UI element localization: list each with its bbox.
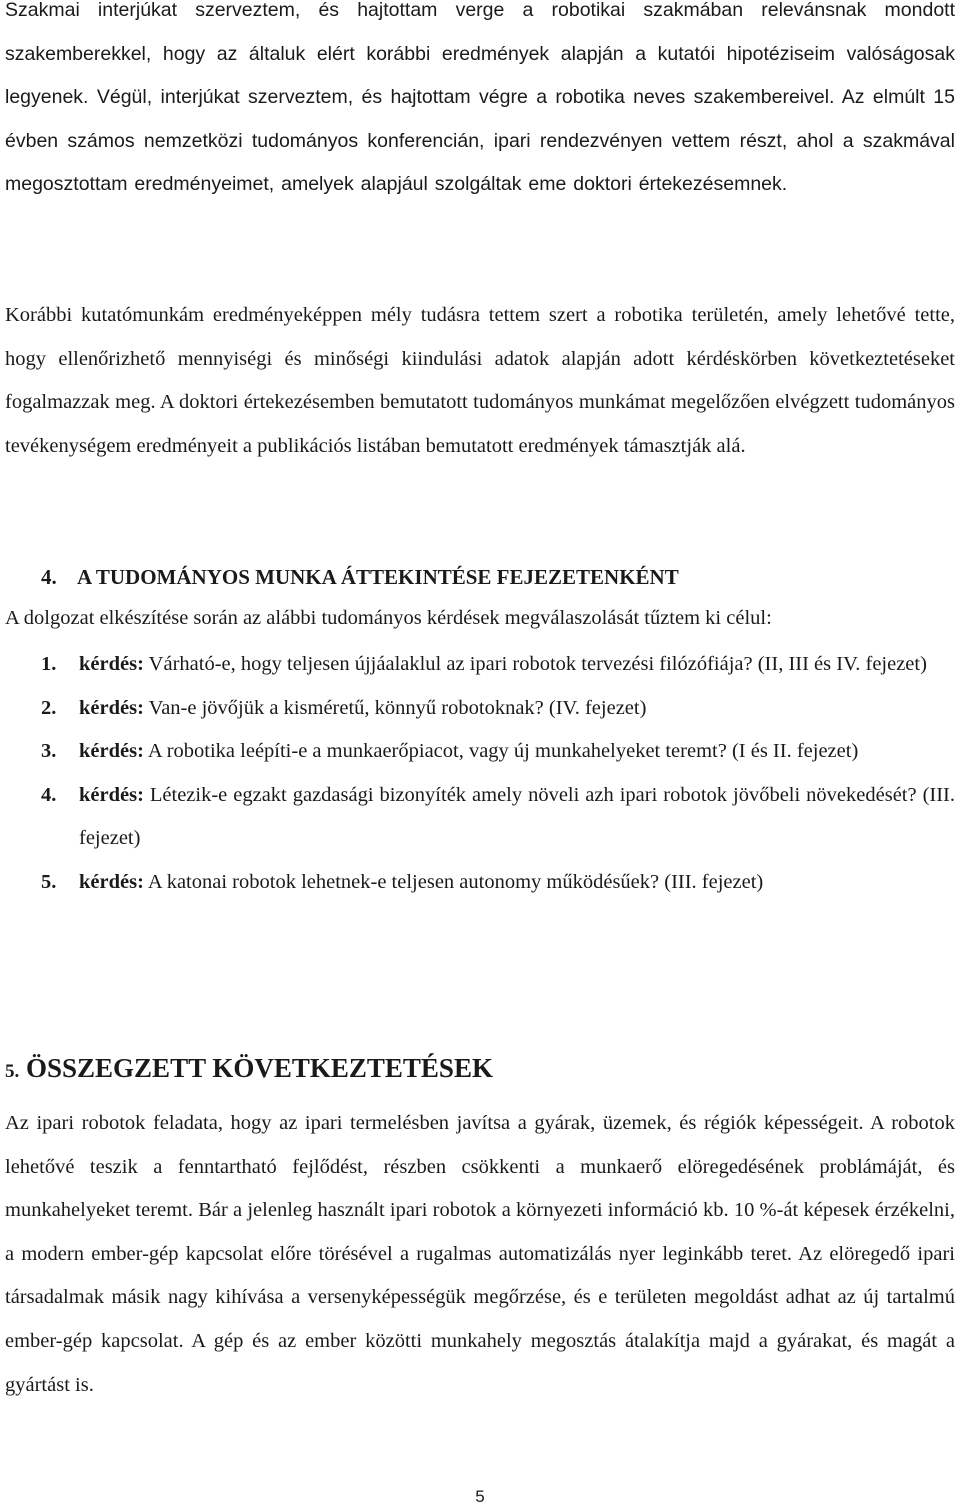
section-4-heading xyxy=(5,562,955,592)
question-label: kérdés: xyxy=(79,740,144,762)
question-text: Várható-e, hogy teljesen újjáalaklul az ipari robotok tervezési filózófiája? (II, III és IV. fejezet) xyxy=(148,653,927,675)
question-number: 4. xyxy=(41,783,57,806)
question-number: 3. xyxy=(41,740,57,762)
question-text: Létezik-e egzakt gazdasági bizonyíték amely növeli azh ipari robotok jövőbeli növekedését? (III. fejezet) xyxy=(79,783,955,849)
section-5-heading xyxy=(5,1050,955,1090)
list-item xyxy=(5,861,955,905)
question-label: kérdés: xyxy=(79,696,144,719)
section-4-intro: A dolgozat elkészítése során az alábbi tudományos kérdések megválaszolását tűztem ki célul: xyxy=(5,607,772,629)
question-number: 5. xyxy=(41,870,57,893)
question-number: 1. xyxy=(41,653,57,675)
section-5-title: ÖSSZEGZETT KÖVETKEZTETÉSEK xyxy=(26,1053,493,1083)
list-item xyxy=(5,730,955,774)
section-4-title: A TUDOMÁNYOS MUNKA ÁTTEKINTÉSE FEJEZETENKÉNT xyxy=(77,565,679,589)
question-number: 2. xyxy=(41,696,57,719)
list-item xyxy=(5,643,955,687)
question-text: A katonai robotok lehetnek-e teljesen autonomy működésűek? (III. fejezet) xyxy=(147,870,764,893)
section-5-body: Az ipari robotok feladata, hogy az ipari termelésben javítsa a gyárak, üzemek, és régiók képességeit. A robotok lehetővé teszik a fenntartható fejlődést, részben csökkenti a munkaerő elöregedésének problámáját, és munkahelyeket teremt. Bár a jelenleg használt ipari robotok a környezeti információ kb. 10 %-át képesek érzékelni, a modern ember-gép kapcsolat előre törésével a rugalmas automatizálás nyer leginkább teret. Az elöregedő ipari társadalmak másik nagy kihívása a versenyképességük megőrzése, és e területen megoldást adhat az új tartalmú ember-gép kapcsolat. A gép és az ember közötti munkahely megosztás átalakítja majd a gyárakat, és magát a gyártást is. xyxy=(5,1112,955,1396)
section-4-number: 4. xyxy=(41,565,57,589)
question-label: kérdés: xyxy=(79,653,144,675)
list-item xyxy=(5,774,955,861)
question-text: Van-e jövőjük a kisméretű, könnyű robotoknak? (IV. fejezet) xyxy=(148,696,647,719)
paragraph-interviews: Szakmai interjúkat szerveztem, és hajtottam verge a robotikai szakmában relevánsnak mondott szakemberekkel, hogy az általuk elért korábbi eredmények alapján a kutatói hipotéziseim valóságosak legyenek. Végül, interjúkat szerveztem, és hajtottam végre a robotika neves szakembereivel. Az elmúlt 15 évben számos nemzetközi tudományos konferencián, ipari rendezvényen vettem részt, ahol a szakmával megosztottam eredményeimet, amelyek alapjául szolgáltak eme doktori értekezésemnek. xyxy=(5,0,955,196)
question-text: A robotika leépíti-e a munkaerőpiacot, vagy új munkahelyeket teremt? (I és II. fejezet) xyxy=(147,740,859,762)
paragraph-research-background: Korábbi kutatómunkám eredményeképpen mély tudásra tettem szert a robotika területén, amely lehetővé tette, hogy ellenőrizhető mennyiségi és minőségi kiindulási adatok alapján adott kérdéskörben következtetéseket fogalmazzak meg. A doktori értekezésemben bemutatott tudományos munkámat megelőzően elvégzett tudományos tevékenységem eredményeit a publikációs listában bemutatott eredmények támasztják alá. xyxy=(5,304,955,457)
question-label: kérdés: xyxy=(79,783,144,806)
question-label: kérdés: xyxy=(79,870,144,893)
list-item xyxy=(5,687,955,731)
research-questions-list xyxy=(5,643,955,904)
section-5-number: 5. xyxy=(5,1061,20,1082)
page-number: 5 xyxy=(475,1487,485,1506)
